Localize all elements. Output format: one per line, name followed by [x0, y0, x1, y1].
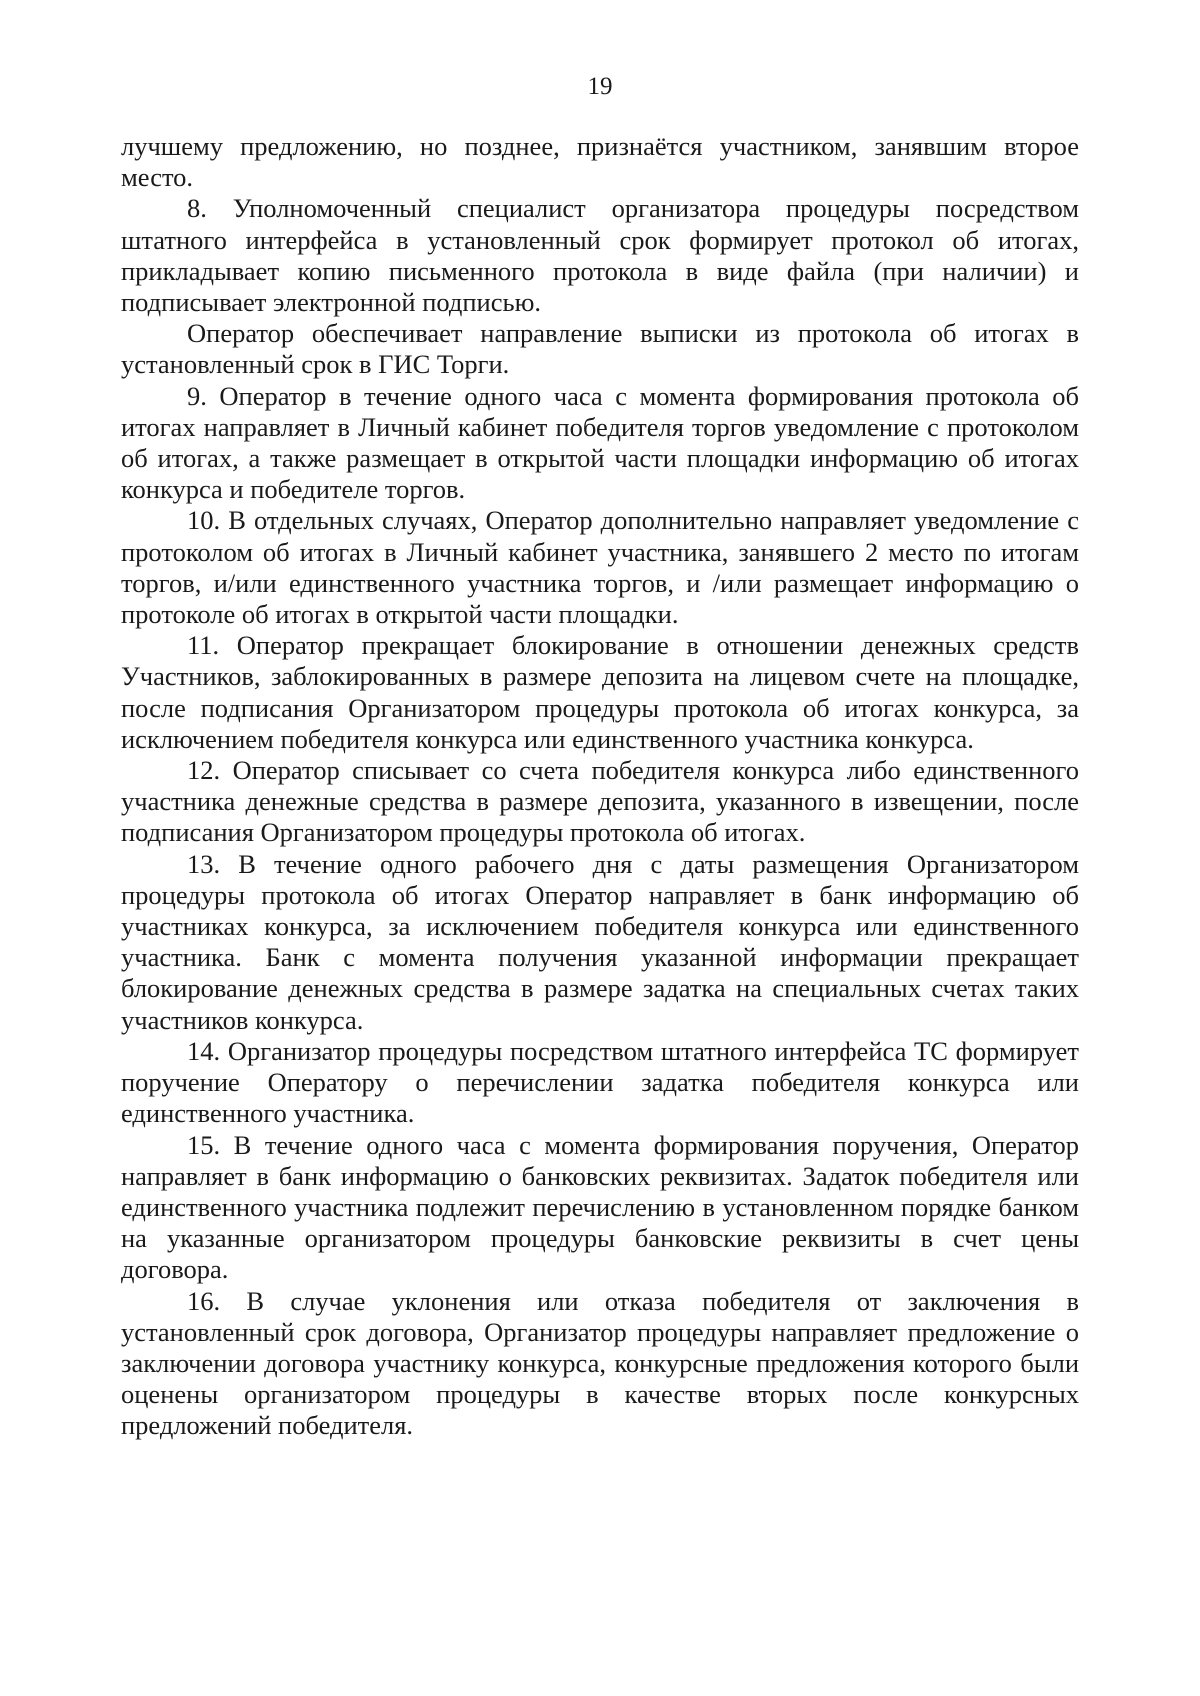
paragraph: 15. В течение одного часа с момента формирования поручения, Оператор направляет в банк информацию о банковских реквизитах. Задаток победителя или единственного участника подлежит перечислению в установленном порядке банком на указанные организатором процедуры банковские реквизиты в счет цены договора. [121, 1129, 1079, 1285]
paragraph: 13. В течение одного рабочего дня с даты размещения Организатором процедуры протокола об итогах Оператор направляет в банк информацию об участниках конкурса, за исключением победителя конкурса или единственного участника. Банк с момента получения указанной информации прекращает блокирование денежных средства в размере задатка на специальных счетах таких участников конкурса. [121, 848, 1079, 1035]
paragraph: 14. Организатор процедуры посредством штатного интерфейса ТС формирует поручение Оператору о перечислении задатка победителя конкурса или единственного участника. [121, 1035, 1079, 1129]
page-number: 19 [587, 73, 613, 100]
paragraph: 10. В отдельных случаях, Оператор дополнительно направляет уведомление с протоколом об итогах в Личный кабинет участника, занявшего 2 место по итогам торгов, и/или единственного участника торгов, и /или размещает информацию о протоколе об итогах в открытой части площадки. [121, 505, 1079, 630]
paragraph: 11. Оператор прекращает блокирование в отношении денежных средств Участников, заблокированных в размере депозита на лицевом счете на площадке, после подписания Организатором процедуры протокола об итогах конкурса, за исключением победителя конкурса или единственного участника конкурса. [121, 630, 1079, 754]
paragraph: 9. Оператор в течение одного часа с момента формирования протокола об итогах направляет в Личный кабинет победителя торгов уведомление с протоколом об итогах, а также размещает в открытой части площадки информацию об итогах конкурса и победителе торгов. [121, 380, 1079, 505]
document-body [121, 131, 1079, 1442]
paragraph: Оператор обеспечивает направление выписки из протокола об итогах в установленный срок в ГИС Торги. [121, 318, 1079, 380]
paragraph: лучшему предложению, но позднее, признаётся участником, занявшим второе место. [121, 131, 1079, 193]
paragraph: 8. Уполномоченный специалист организатора процедуры посредством штатного интерфейса в установленный срок формирует протокол об итогах, прикладывает копию письменного протокола в виде файла (при наличии) и подписывает электронной подписью. [121, 193, 1079, 318]
paragraph: 12. Оператор списывает со счета победителя конкурса либо единственного участника денежные средства в размере депозита, указанного в извещении, после подписания Организатором процедуры протокола об итогах. [121, 755, 1079, 848]
paragraph: 16. В случае уклонения или отказа победителя от заключения в установленный срок договора, Организатор процедуры направляет предложение о заключении договора участнику конкурса, конкурсные предложения которого были оценены организатором процедуры в качестве вторых после конкурсных предложений победителя. [121, 1285, 1079, 1441]
